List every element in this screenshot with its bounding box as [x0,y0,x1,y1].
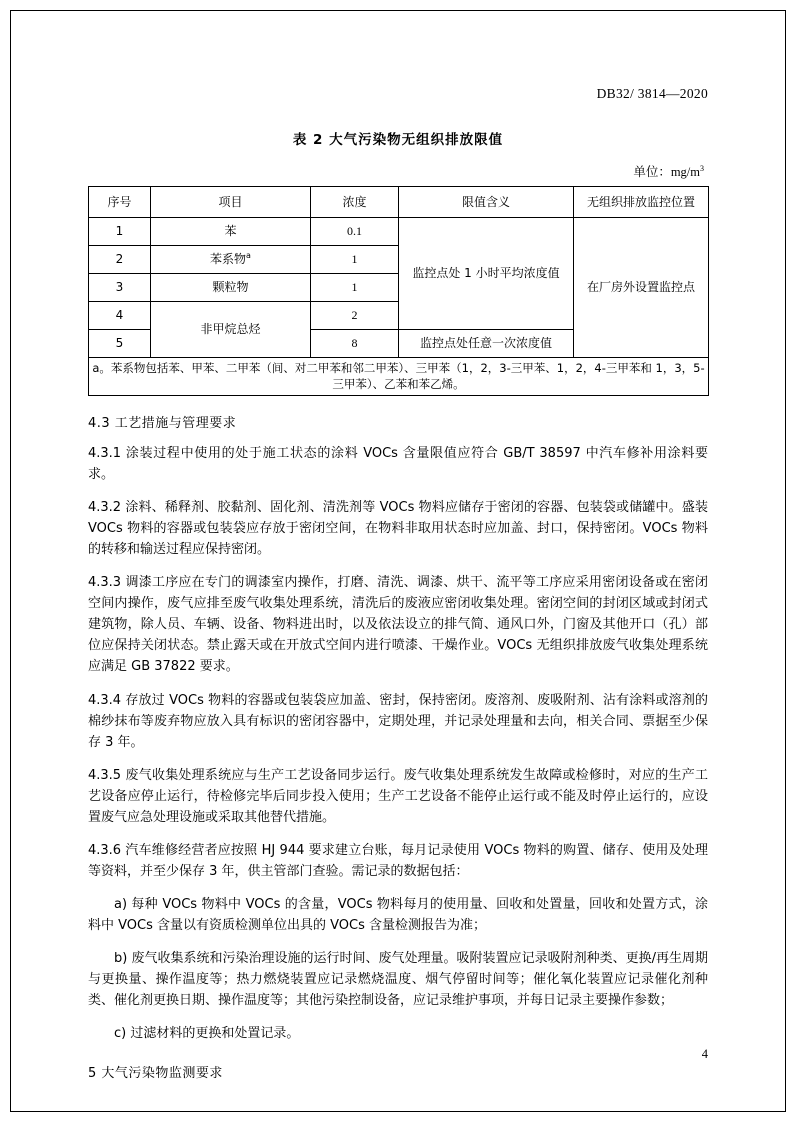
page-number: 4 [701,1047,708,1061]
cell-monitor-position: 在厂房外设置监控点 [574,218,709,358]
unit-text: 单位：mg/m [633,165,700,179]
cell-meaning-single: 监控点处任意一次浓度值 [399,330,574,358]
paragraph-4-3-6: 4.3.6 汽车维修经营者应按照 HJ 944 要求建立台账，每月记录使用 VOCs 物料的购置、储存、使用及处理等资料，并至少保存 3 年，供主管部门查验。需记录的数据包括： [88,842,708,879]
cell-item [151,246,311,274]
paragraph-4-3-3: 4.3.3 调漆工序应在专门的调漆室内操作，打磨、清洗、调漆、烘干、流平等工序应采用密闭设备或在密闭空间内操作，废气应排至废气收集处理系统，清洗后的废液应密闭收集处理。密闭空间的封闭区域或封闭式建筑物，除人员、车辆、设备、物料进出时，以及依法设立的排气简、通风口外，门窗及其他开口（孔）部位应保持关闭状态。禁止露天或在开放式空间内进行喷漆、干燥作业。VOCs 无组织排放废气收集处理系统应满足 GB 37822 要求。 [88,575,708,675]
paragraph-4-3-1: 4.3.1 涂装过程中使用的处于施工状态的涂料 VOCs 含量限值应符合 GB/T 38597 中汽车修补用涂料要求。 [88,446,708,483]
unit-superscript: 3 [700,163,704,173]
paragraph-4-3-4: 4.3.4 存放过 VOCs 物料的容器或包装袋应加盖、密封，保持密闭。废溶剂、废吸附剂、沾有涂料或溶剂的棉纱抹布等废弃物应放入具有标识的密闭容器中，定期处理，并记录处理量和去向，相关合同、票据至少保存 3 年。 [88,692,708,750]
cell-concentration: 0.1 [311,218,399,246]
emission-limits-table [88,186,709,396]
section-heading-5: 5 大气污染物监测要求 [88,1066,223,1082]
page-content [88,86,708,1081]
table-row [89,218,709,246]
col-header-position: 无组织排放监控位置 [574,187,709,218]
cell-concentration: 1 [311,274,399,302]
table-title: 表 2 大气污染物无组织排放限值 [292,132,504,148]
cell-no: 4 [89,302,151,330]
col-header-item: 项目 [151,187,311,218]
cell-concentration: 8 [311,330,399,358]
cell-no: 3 [89,274,151,302]
paragraph-4-3-2: 4.3.2 涂料、稀释剂、胶黏剂、固化剂、清洗剂等 VOCs 物料应储存于密闭的容器、包装袋或储罐中。盛装 VOCs 物料的容器或包装袋应存放于密闭空间，在物料非取用状态时应加盖、封口，保持密闭。VOCs 物料的转移和输送过程应保持密闭。 [88,500,708,558]
cell-no: 2 [89,246,151,274]
cell-item: 苯 [151,218,311,246]
table-header-row [89,187,709,218]
col-header-no: 序号 [89,187,151,218]
list-item-c: c) 过滤材料的更换和处置记录。 [114,1026,300,1042]
cell-item-text: 苯系物 [210,252,247,267]
col-header-concentration: 浓度 [311,187,399,218]
cell-no: 1 [89,218,151,246]
table-note-row [89,358,709,396]
cell-meaning-average: 监控点处 1 小时平均浓度值 [399,218,574,330]
table-footnote: a。苯系物包括苯、甲苯、二甲苯（间、对二甲苯和邻二甲苯）、三甲苯（1，2，3-三甲苯、1，2，4-三甲苯和 1，3，5-三甲苯）、乙苯和苯乙烯。 [89,358,709,396]
list-item-a: a) 每种 VOCs 物料中 VOCs 的含量，VOCs 物料每月的使用量、回收和处置量，回收和处置方式，涂料中 VOCs 含量以有资质检测单位出具的 VOCs 含量检测报告为准； [88,896,708,933]
table-unit-label [88,162,708,180]
cell-concentration: 1 [311,246,399,274]
cell-no: 5 [89,330,151,358]
cell-item-footnote-marker: a [246,251,251,261]
cell-item: 非甲烷总烃 [151,302,311,358]
paragraph-4-3-5: 4.3.5 废气收集处理系统应与生产工艺设备同步运行。废气收集处理系统发生故障或检修时，对应的生产工艺设备应停止运行，待检修完毕后同步投入使用；生产工艺设备不能停止运行或不能及时停止运行的，应设置废气应急处理设施或采取其他替代措施。 [88,767,708,825]
cell-item: 颗粒物 [151,274,311,302]
standard-code: DB32/ 3814—2020 [596,86,708,101]
section-heading-4-3: 4.3 工艺措施与管理要求 [88,416,237,432]
list-item-b: b) 废气收集系统和污染治理设施的运行时间、废气处理量。吸附装置应记录吸附剂种类、更换/再生周期与更换量、操作温度等；热力燃烧装置应记录燃烧温度、烟气停留时间等；催化氧化装置应记录催化剂种类、催化剂更换日期、操作温度等；其他污染控制设备，应记录维护事项，并每日记录主要操作参数； [88,950,708,1009]
col-header-meaning: 限值含义 [399,187,574,218]
cell-concentration: 2 [311,302,399,330]
